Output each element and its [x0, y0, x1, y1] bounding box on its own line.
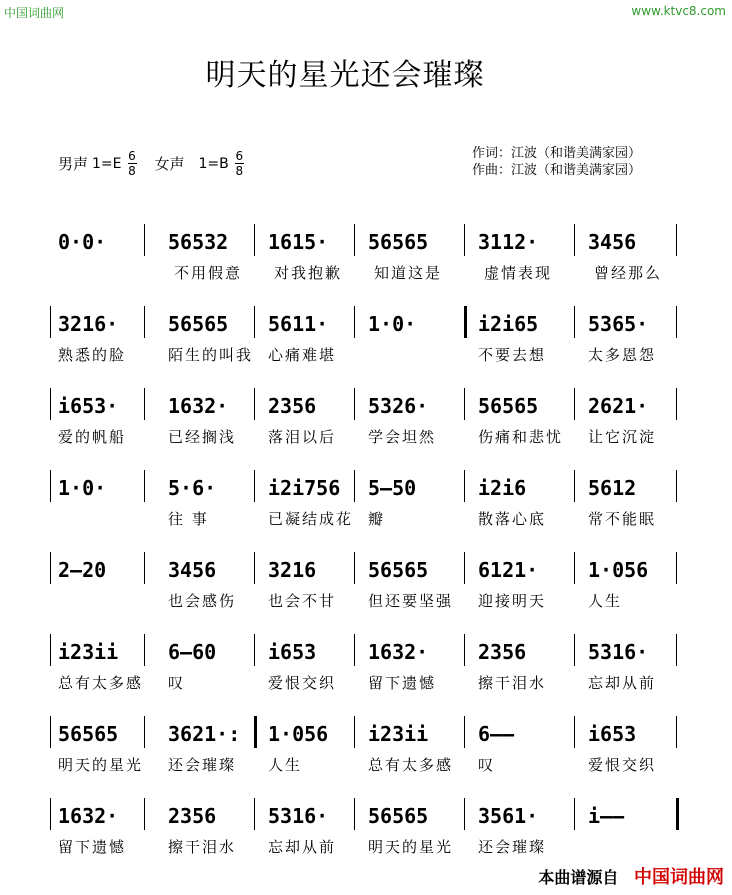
barline: [50, 470, 51, 502]
lyric-text: 爱恨交织: [268, 674, 337, 692]
watermark-left: 中国词曲网: [4, 6, 65, 20]
barline: [144, 388, 145, 420]
barline: [50, 552, 51, 584]
barline: [254, 552, 255, 584]
lyrics-row: [50, 672, 680, 694]
lyric-text: 留下遗憾: [368, 674, 437, 692]
lyrics-row: [50, 344, 680, 366]
watermark-right: www.ktvc8.com: [631, 4, 726, 18]
barline: [464, 306, 467, 338]
lyrics-row: [50, 836, 680, 858]
barline: [354, 634, 355, 666]
lyric-text: 不用假意: [174, 264, 243, 282]
measure-notes: 6121·: [478, 558, 539, 582]
lyric-text: 散落心底: [478, 510, 547, 528]
lyric-text: 叹: [168, 674, 186, 692]
barline: [50, 716, 51, 748]
barline: [574, 470, 575, 502]
lyric-text: 太多恩怨: [588, 346, 657, 364]
female-voice-key: 1=B: [198, 155, 229, 172]
barline: [464, 552, 465, 584]
key-signature: [58, 150, 244, 177]
barline: [144, 716, 145, 748]
male-voice-key: 1=E: [92, 155, 122, 172]
measure-notes: 3112·: [478, 230, 539, 254]
time-top: 6: [128, 149, 136, 163]
barline: [676, 634, 677, 666]
lyric-text: 也会感伤: [168, 592, 237, 610]
notes-row: [50, 722, 680, 746]
lyric-text: 对我抱歉: [274, 264, 343, 282]
lyric-text: 熟悉的脸: [58, 346, 127, 364]
lyric-text: 人生: [268, 756, 303, 774]
time-signature-male: [128, 150, 137, 177]
barline: [254, 306, 255, 338]
measure-notes: 1·056: [268, 722, 329, 746]
barline: [354, 470, 355, 502]
measure-notes: i653: [588, 722, 637, 746]
barline: [574, 306, 575, 338]
measure-notes: 3216: [268, 558, 317, 582]
measure-notes: 56565: [478, 394, 539, 418]
barline: [144, 552, 145, 584]
lyric-text: 还会璀璨: [478, 838, 547, 856]
male-voice-label: 男声: [58, 155, 89, 173]
measure-notes: 1632·: [368, 640, 429, 664]
time-bottom: 8: [235, 164, 244, 178]
lyric-text: 还会璀璨: [168, 756, 237, 774]
lyric-text: 已经搁浅: [168, 428, 237, 446]
measure-notes: i2i6: [478, 476, 527, 500]
barline: [676, 306, 677, 338]
lyric-text: 但还要坚强: [368, 592, 454, 610]
lyrics-row: [50, 590, 680, 612]
measure-notes: 2356: [268, 394, 317, 418]
time-top: 6: [235, 149, 244, 163]
barline: [574, 552, 575, 584]
score-line: [50, 722, 680, 776]
barline: [50, 798, 51, 830]
barline: [144, 798, 145, 830]
measure-notes: 3456: [588, 230, 637, 254]
lyric-text: 让它沉淀: [588, 428, 657, 446]
measure-notes: 56565: [168, 312, 229, 336]
measure-notes: 56565: [58, 722, 119, 746]
song-title: 明天的星光还会璀璨: [205, 58, 485, 93]
barline: [464, 716, 465, 748]
lyric-text: 瓣: [368, 510, 386, 528]
lyric-text: 明天的星光: [368, 838, 454, 856]
score-line: [50, 230, 680, 284]
barline: [676, 716, 677, 748]
measure-notes: 5–50: [368, 476, 417, 500]
notes-row: [50, 476, 680, 500]
lyric-text: 曾经那么: [594, 264, 663, 282]
barline: [254, 716, 257, 748]
measure-notes: 5316·: [588, 640, 649, 664]
measure-notes: 6–60: [168, 640, 217, 664]
footer-source-label: 本曲谱源自: [538, 868, 619, 887]
measure-notes: 3621·:: [168, 722, 241, 746]
barline: [676, 224, 677, 256]
measure-notes: 56565: [368, 558, 429, 582]
measure-notes: 3216·: [58, 312, 119, 336]
lyric-text: 人生: [588, 592, 623, 610]
lyric-text: 落泪以后: [268, 428, 337, 446]
barline: [676, 552, 677, 584]
lyric-text: 忘却从前: [268, 838, 337, 856]
measure-notes: i653·: [58, 394, 119, 418]
measure-notes: i––: [588, 804, 625, 828]
lyric-text: 爱恨交织: [588, 756, 657, 774]
lyricist-credit: 作词：江波（和谐美满家园）: [472, 146, 642, 161]
measure-notes: 1632·: [58, 804, 119, 828]
lyrics-row: [50, 754, 680, 776]
lyrics-row: [50, 508, 680, 530]
time-signature-female: [235, 150, 244, 177]
barline: [50, 388, 51, 420]
measure-notes: 1632·: [168, 394, 229, 418]
measure-notes: 1·0·: [58, 476, 107, 500]
measure-notes: 2–20: [58, 558, 107, 582]
footer-site-name: 中国词曲网: [634, 867, 724, 888]
barline: [464, 798, 465, 830]
barline: [50, 634, 51, 666]
measure-notes: 1·0·: [368, 312, 417, 336]
measure-notes: i2i65: [478, 312, 539, 336]
barline: [574, 388, 575, 420]
measure-notes: 2356: [168, 804, 217, 828]
score-line: [50, 804, 680, 858]
notes-row: [50, 558, 680, 582]
measure-notes: 1615·: [268, 230, 329, 254]
notes-row: [50, 804, 680, 828]
barline: [254, 388, 255, 420]
barline: [354, 798, 355, 830]
lyric-text: 留下遗憾: [58, 838, 127, 856]
barline: [574, 798, 575, 830]
barline: [574, 224, 575, 256]
barline: [254, 470, 255, 502]
measure-notes: 3561·: [478, 804, 539, 828]
notes-row: [50, 394, 680, 418]
barline: [574, 634, 575, 666]
lyrics-row: [50, 262, 680, 284]
measure-notes: 56565: [368, 230, 429, 254]
barline: [464, 470, 465, 502]
barline: [50, 306, 51, 338]
lyric-text: 总有太多感: [368, 756, 454, 774]
measure-notes: 0·0·: [58, 230, 107, 254]
barline: [354, 552, 355, 584]
lyric-text: 已凝结成花: [268, 510, 354, 528]
measure-notes: 5612: [588, 476, 637, 500]
lyric-text: 迎接明天: [478, 592, 547, 610]
score-line: [50, 476, 680, 530]
lyrics-row: [50, 426, 680, 448]
measure-notes: i23ii: [368, 722, 429, 746]
measure-notes: i23ii: [58, 640, 119, 664]
lyric-text: 叹: [478, 756, 496, 774]
barline: [354, 306, 355, 338]
credits: [472, 145, 641, 179]
lyric-text: 明天的星光: [58, 756, 144, 774]
barline: [254, 634, 255, 666]
measure-notes: 5365·: [588, 312, 649, 336]
measure-notes: 2356: [478, 640, 527, 664]
lyric-text: 擦干泪水: [168, 838, 237, 856]
measure-notes: 56532: [168, 230, 229, 254]
measure-notes: i653: [268, 640, 317, 664]
barline: [254, 224, 255, 256]
lyric-text: 心痛难堪: [268, 346, 337, 364]
score-line: [50, 558, 680, 612]
lyric-text: 忘却从前: [588, 674, 657, 692]
lyric-text: 常不能眠: [588, 510, 657, 528]
notes-row: [50, 230, 680, 254]
lyric-text: 虚情表现: [484, 264, 553, 282]
barline: [144, 634, 145, 666]
lyric-text: 伤痛和悲忧: [478, 428, 564, 446]
footer: [538, 863, 724, 889]
barline: [464, 224, 465, 256]
measure-notes: 5316·: [268, 804, 329, 828]
time-bottom: 8: [128, 164, 136, 178]
barline: [574, 716, 575, 748]
barline: [464, 634, 465, 666]
barline: [676, 388, 677, 420]
lyric-text: 往 事: [168, 510, 209, 528]
lyric-text: 学会坦然: [368, 428, 437, 446]
score-line: [50, 394, 680, 448]
barline: [144, 306, 145, 338]
score-line: [50, 312, 680, 366]
barline: [354, 716, 355, 748]
measure-notes: 56565: [368, 804, 429, 828]
barline: [354, 388, 355, 420]
composer-credit: 作曲：江波（和谐美满家园）: [472, 163, 642, 178]
measure-notes: 3456: [168, 558, 217, 582]
barline: [144, 470, 145, 502]
barline: [464, 388, 465, 420]
lyric-text: 爱的帆船: [58, 428, 127, 446]
measure-notes: 1·056: [588, 558, 649, 582]
female-voice-label: 女声: [154, 155, 185, 173]
measure-notes: 6––: [478, 722, 515, 746]
measure-notes: 5·6·: [168, 476, 217, 500]
lyric-text: 总有太多感: [58, 674, 144, 692]
barline: [144, 224, 145, 256]
barline: [254, 798, 255, 830]
barline: [354, 224, 355, 256]
lyric-text: 不要去想: [478, 346, 547, 364]
measure-notes: 2621·: [588, 394, 649, 418]
barline: [676, 470, 677, 502]
notes-row: [50, 640, 680, 664]
lyric-text: 擦干泪水: [478, 674, 547, 692]
measure-notes: 5326·: [368, 394, 429, 418]
lyric-text: 也会不甘: [268, 592, 337, 610]
barline: [676, 798, 679, 830]
notes-row: [50, 312, 680, 336]
measure-notes: 5611·: [268, 312, 329, 336]
score-line: [50, 640, 680, 694]
lyric-text: 知道这是: [374, 264, 443, 282]
measure-notes: i2i756: [268, 476, 341, 500]
lyric-text: 陌生的叫我: [168, 346, 254, 364]
